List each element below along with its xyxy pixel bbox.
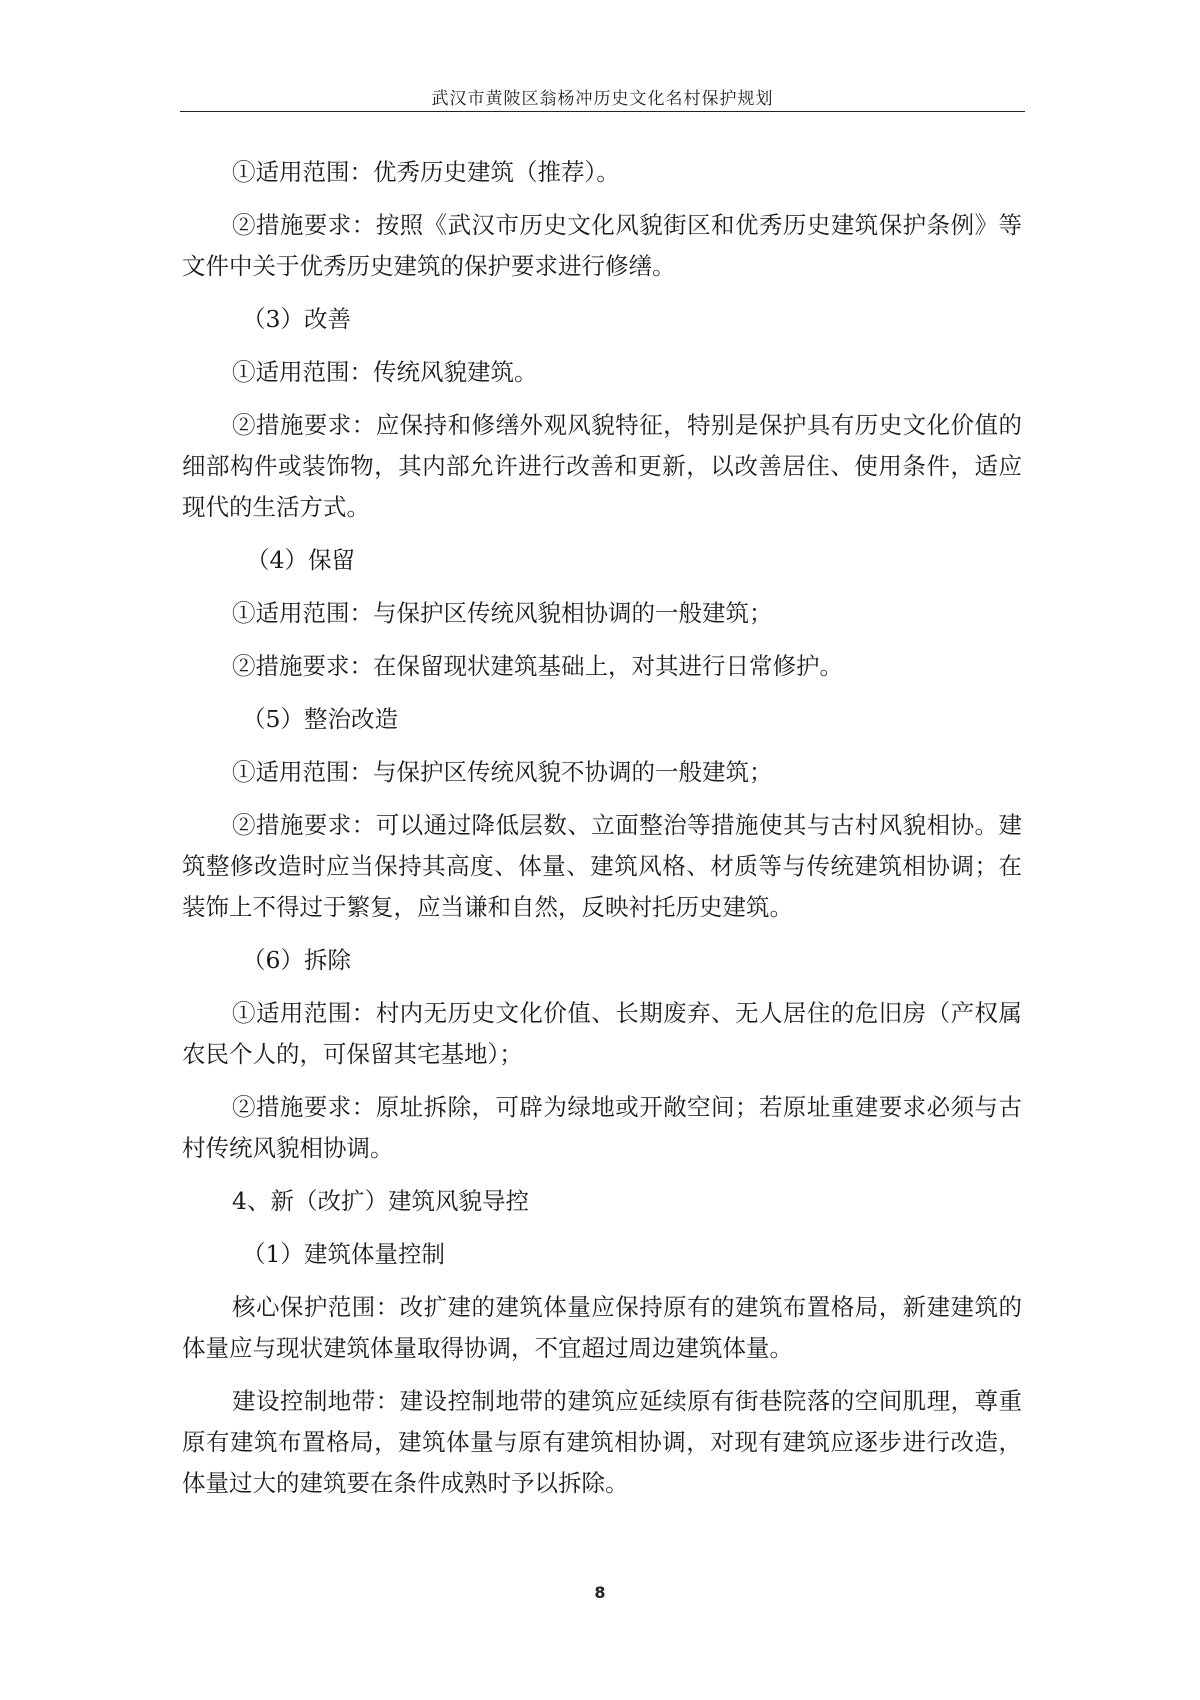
body-paragraph: ②措施要求：在保留现状建筑基础上，对其进行日常修护。 <box>232 652 843 680</box>
running-header: 武汉市黄陂区翁杨冲历史文化名村保护规划 <box>431 89 774 109</box>
page-body <box>182 152 1022 1516</box>
body-paragraph: ②措施要求：应保持和修缮外观风貌特征，特别是保护具有历史文化价值的细部构件或装饰物，其内部允许进行改善和更新，以改善居住、使用条件，适应现代的生活方式。 <box>182 411 1022 521</box>
body-paragraph: （4）保留 <box>246 546 355 574</box>
header-divider <box>180 111 1025 112</box>
body-paragraph: （1）建筑体量控制 <box>242 1240 445 1268</box>
page-number: 8 <box>594 1583 606 1602</box>
body-paragraph: （3）改善 <box>242 305 351 333</box>
body-paragraph: ①适用范围：村内无历史文化价值、长期废弃、无人居住的危旧房（产权属农民个人的，可保留其宅基地）； <box>182 999 1022 1068</box>
body-paragraph: 核心保护范围：改扩建的建筑体量应保持原有的建筑布置格局，新建建筑的体量应与现状建筑体量取得协调，不宜超过周边建筑体量。 <box>182 1293 1022 1362</box>
body-paragraph: ①适用范围：与保护区传统风貌不协调的一般建筑； <box>232 758 773 786</box>
body-paragraph: ①适用范围：传统风貌建筑。 <box>232 358 538 386</box>
body-paragraph: 4、新（改扩）建筑风貌导控 <box>232 1187 529 1215</box>
body-paragraph: ②措施要求：原址拆除，可辟为绿地或开敞空间；若原址重建要求必须与古村传统风貌相协调。 <box>182 1093 1022 1162</box>
body-paragraph: （6）拆除 <box>242 946 351 974</box>
body-paragraph: （5）整治改造 <box>242 705 398 733</box>
body-paragraph: ②措施要求：可以通过降低层数、立面整治等措施使其与古村风貌相协。建筑整修改造时应当保持其高度、体量、建筑风格、材质等与传统建筑相协调；在装饰上不得过于繁复，应当谦和自然，反映衬托历史建筑。 <box>182 811 1022 921</box>
body-paragraph: ①适用范围：与保护区传统风貌相协调的一般建筑； <box>232 599 773 627</box>
body-paragraph: ②措施要求：按照《武汉市历史文化风貌街区和优秀历史建筑保护条例》等文件中关于优秀历史建筑的保护要求进行修缮。 <box>182 211 1022 280</box>
body-paragraph: ①适用范围：优秀历史建筑（推荐）。 <box>232 158 620 186</box>
body-paragraph: 建设控制地带：建设控制地带的建筑应延续原有街巷院落的空间肌理，尊重原有建筑布置格局，建筑体量与原有建筑相协调，对现有建筑应逐步进行改造，体量过大的建筑要在条件成熟时予以拆除。 <box>182 1387 1022 1497</box>
